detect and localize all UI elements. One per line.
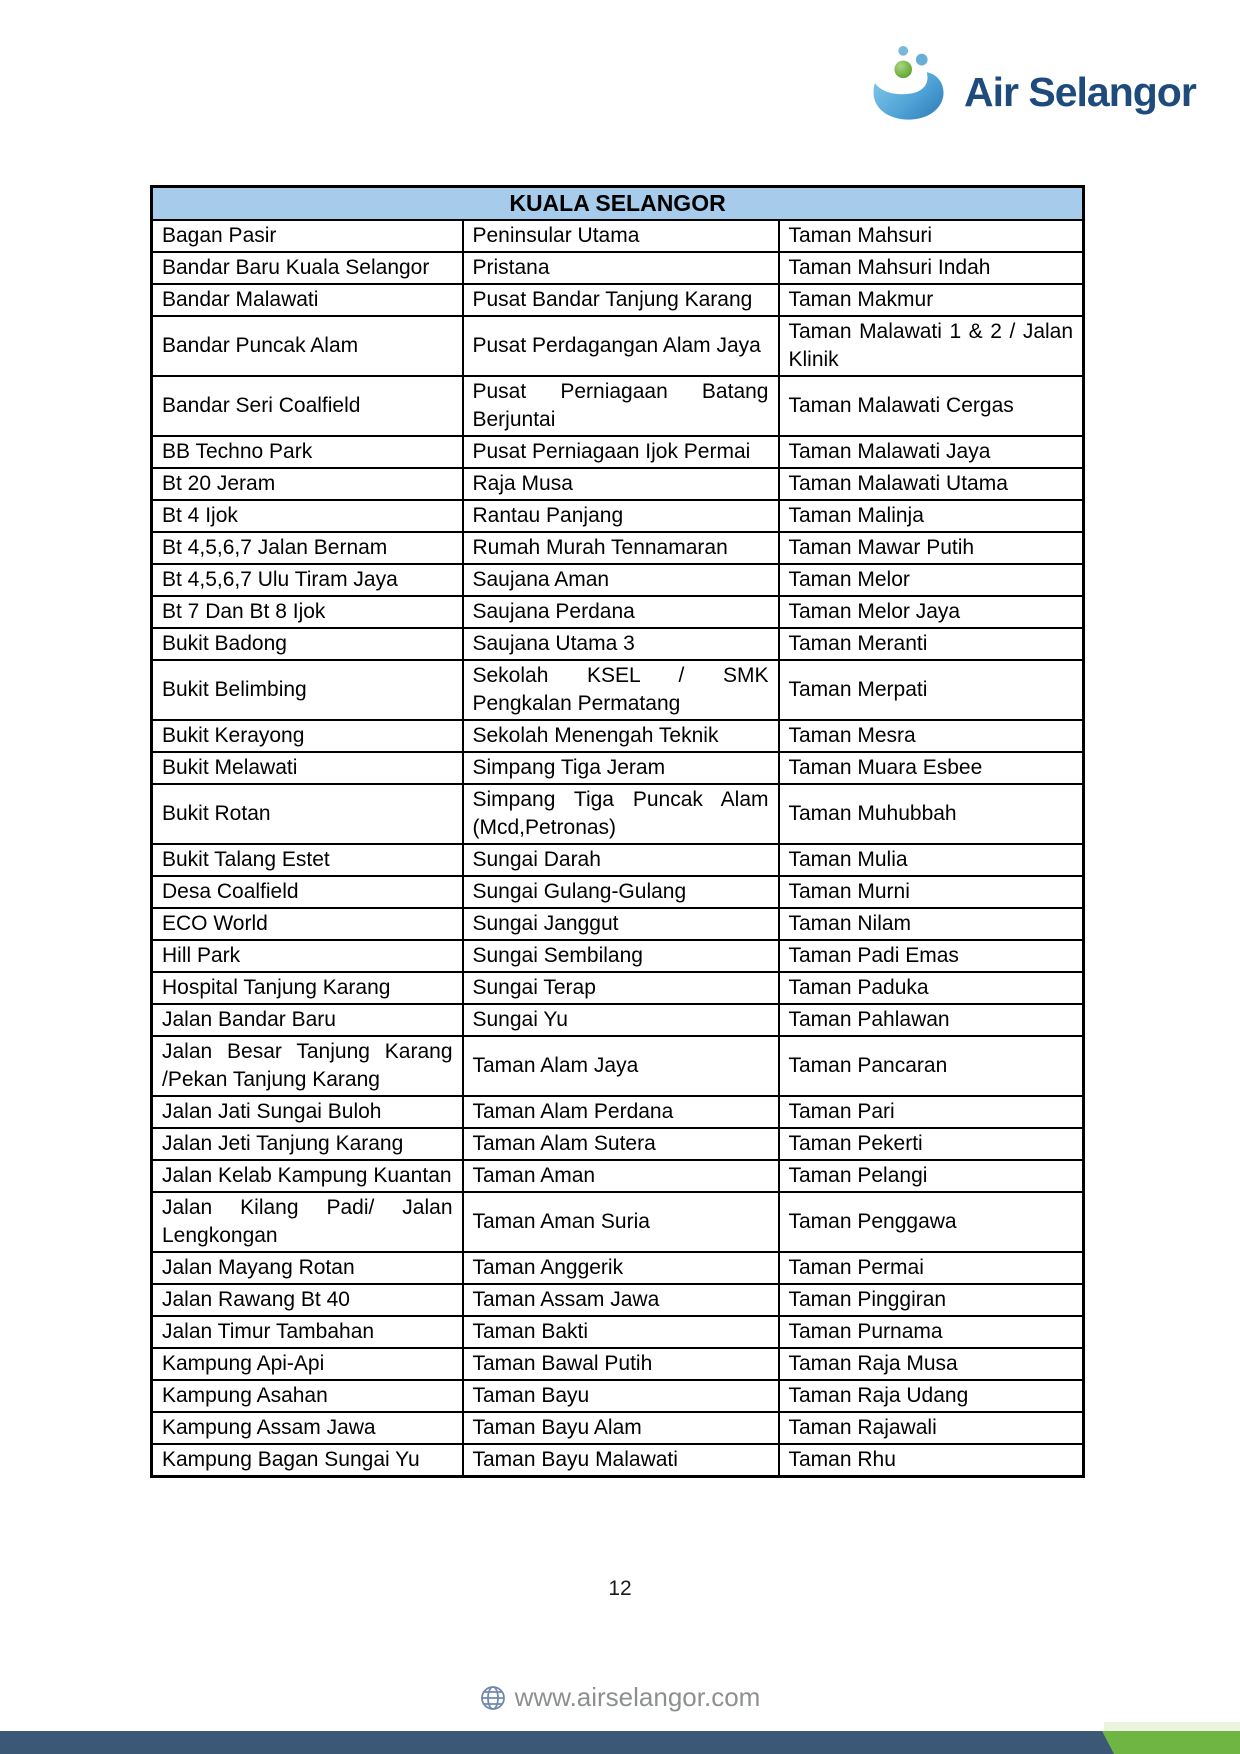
location-cell: Rumah Murah Tennamaran [463, 532, 779, 564]
table-row [152, 876, 1084, 908]
location-cell: Taman Bawal Putih [463, 1348, 779, 1380]
location-cell: Bukit Badong [152, 628, 463, 660]
location-cell: Taman Rajawali [779, 1412, 1084, 1444]
location-cell: Jalan Bandar Baru [152, 1004, 463, 1036]
location-cell: Taman Malawati Utama [779, 468, 1084, 500]
location-cell: BB Techno Park [152, 436, 463, 468]
location-cell: Sungai Gulang-Gulang [463, 876, 779, 908]
table-row [152, 844, 1084, 876]
location-cell: Bt 7 Dan Bt 8 Ijok [152, 596, 463, 628]
location-cell: Taman Padi Emas [779, 940, 1084, 972]
table-row [152, 660, 1084, 720]
brand-text: Air Selangor [964, 68, 1196, 115]
table-row [152, 1096, 1084, 1128]
location-cell: Jalan Besar Tanjung Karang /Pekan Tanjung Karang [152, 1036, 463, 1096]
location-cell: Taman Paduka [779, 972, 1084, 1004]
location-cell: Taman Pelangi [779, 1160, 1084, 1192]
location-cell: Jalan Jati Sungai Buloh [152, 1096, 463, 1128]
location-cell: Hospital Tanjung Karang [152, 972, 463, 1004]
table-row [152, 1284, 1084, 1316]
location-cell: Jalan Jeti Tanjung Karang [152, 1128, 463, 1160]
location-cell: Bukit Kerayong [152, 720, 463, 752]
table-row [152, 532, 1084, 564]
location-cell: Bt 20 Jeram [152, 468, 463, 500]
location-cell: Taman Aman [463, 1160, 779, 1192]
table-row [152, 972, 1084, 1004]
location-cell: Taman Aman Suria [463, 1192, 779, 1252]
location-cell: Sungai Janggut [463, 908, 779, 940]
location-cell: Taman Mawar Putih [779, 532, 1084, 564]
location-cell: Taman Pekerti [779, 1128, 1084, 1160]
table-row [152, 752, 1084, 784]
location-cell: Raja Musa [463, 468, 779, 500]
table-row [152, 564, 1084, 596]
location-cell: Taman Murni [779, 876, 1084, 908]
location-cell: Bt 4,5,6,7 Jalan Bernam [152, 532, 463, 564]
location-cell: Jalan Timur Tambahan [152, 1316, 463, 1348]
location-cell: Taman Alam Jaya [463, 1036, 779, 1096]
location-cell: Sungai Sembilang [463, 940, 779, 972]
location-cell: Pusat Bandar Tanjung Karang [463, 284, 779, 316]
table-row [152, 468, 1084, 500]
globe-icon [480, 1685, 506, 1711]
location-cell: Kampung Api-Api [152, 1348, 463, 1380]
table-row [152, 1036, 1084, 1096]
location-cell: Sekolah Menengah Teknik [463, 720, 779, 752]
location-cell: Sekolah KSEL / SMK Pengkalan Permatang [463, 660, 779, 720]
location-cell: Taman Bakti [463, 1316, 779, 1348]
location-cell: Desa Coalfield [152, 876, 463, 908]
bottom-bar [0, 1731, 1240, 1754]
location-cell: Taman Nilam [779, 908, 1084, 940]
location-cell: Taman Malawati Jaya [779, 436, 1084, 468]
table-row [152, 784, 1084, 844]
location-cell: Taman Pahlawan [779, 1004, 1084, 1036]
location-cell: Taman Anggerik [463, 1252, 779, 1284]
location-cell: Bt 4,5,6,7 Ulu Tiram Jaya [152, 564, 463, 596]
location-cell: Simpang Tiga Puncak Alam (Mcd,Petronas) [463, 784, 779, 844]
table-row [152, 1004, 1084, 1036]
location-cell: Bandar Baru Kuala Selangor [152, 252, 463, 284]
location-cell: Taman Mahsuri [779, 220, 1084, 252]
location-cell: Taman Melor [779, 564, 1084, 596]
location-cell: Taman Alam Sutera [463, 1128, 779, 1160]
location-cell: Bukit Belimbing [152, 660, 463, 720]
location-cell: Pristana [463, 252, 779, 284]
location-cell: Jalan Mayang Rotan [152, 1252, 463, 1284]
location-cell: Taman Mesra [779, 720, 1084, 752]
air-selangor-logo [868, 44, 1196, 122]
table-row [152, 1444, 1084, 1477]
location-cell: Taman Malawati 1 & 2 / Jalan Klinik [779, 316, 1084, 376]
location-cell: Taman Penggawa [779, 1192, 1084, 1252]
table-row [152, 1252, 1084, 1284]
table-row [152, 596, 1084, 628]
location-cell: Taman Pinggiran [779, 1284, 1084, 1316]
table-row [152, 1128, 1084, 1160]
table-header-row [152, 187, 1084, 221]
location-cell: Simpang Tiga Jeram [463, 752, 779, 784]
location-cell: Saujana Perdana [463, 596, 779, 628]
table-row [152, 220, 1084, 252]
table-row [152, 1160, 1084, 1192]
location-cell: Hill Park [152, 940, 463, 972]
location-cell: Taman Makmur [779, 284, 1084, 316]
location-cell: Jalan Kelab Kampung Kuantan [152, 1160, 463, 1192]
table-row [152, 436, 1084, 468]
location-cell: Bandar Puncak Alam [152, 316, 463, 376]
location-cell: Peninsular Utama [463, 220, 779, 252]
location-cell: ECO World [152, 908, 463, 940]
table-row [152, 376, 1084, 436]
table-row [152, 1380, 1084, 1412]
location-cell: Bandar Malawati [152, 284, 463, 316]
location-cell: Pusat Perniagaan Batang Berjuntai [463, 376, 779, 436]
location-cell: Sungai Terap [463, 972, 779, 1004]
location-cell: Jalan Kilang Padi/ Jalan Lengkongan [152, 1192, 463, 1252]
location-cell: Saujana Aman [463, 564, 779, 596]
table-title: KUALA SELANGOR [152, 187, 1084, 221]
location-cell: Taman Mulia [779, 844, 1084, 876]
table-row [152, 1348, 1084, 1380]
table-row [152, 500, 1084, 532]
table-row [152, 628, 1084, 660]
location-cell: Sungai Darah [463, 844, 779, 876]
location-cell: Taman Alam Perdana [463, 1096, 779, 1128]
water-droplet-icon [868, 44, 956, 122]
table-row [152, 1316, 1084, 1348]
location-cell: Taman Pari [779, 1096, 1084, 1128]
location-cell: Taman Meranti [779, 628, 1084, 660]
location-cell: Taman Pancaran [779, 1036, 1084, 1096]
table-row [152, 1192, 1084, 1252]
location-cell: Taman Raja Udang [779, 1380, 1084, 1412]
location-cell: Taman Malawati Cergas [779, 376, 1084, 436]
table-row [152, 720, 1084, 752]
table-row [152, 940, 1084, 972]
location-cell: Sungai Yu [463, 1004, 779, 1036]
table-row [152, 1412, 1084, 1444]
location-cell: Bandar Seri Coalfield [152, 376, 463, 436]
footer [0, 1682, 1240, 1713]
location-cell: Bagan Pasir [152, 220, 463, 252]
website-text: www.airselangor.com [514, 1682, 761, 1712]
location-cell: Taman Permai [779, 1252, 1084, 1284]
page-number: 12 [608, 1577, 632, 1600]
location-cell: Saujana Utama 3 [463, 628, 779, 660]
location-cell: Taman Merpati [779, 660, 1084, 720]
location-cell: Taman Purnama [779, 1316, 1084, 1348]
location-cell: Bukit Melawati [152, 752, 463, 784]
location-cell: Taman Assam Jawa [463, 1284, 779, 1316]
location-cell: Bukit Talang Estet [152, 844, 463, 876]
table-row [152, 316, 1084, 376]
location-cell: Kampung Assam Jawa [152, 1412, 463, 1444]
locations-table [150, 185, 1085, 1478]
location-cell: Taman Raja Musa [779, 1348, 1084, 1380]
location-cell: Taman Rhu [779, 1444, 1084, 1477]
location-cell: Taman Malinja [779, 500, 1084, 532]
bottom-bar-haze [1104, 1722, 1240, 1731]
location-cell: Kampung Bagan Sungai Yu [152, 1444, 463, 1477]
table-row [152, 284, 1084, 316]
table-row [152, 252, 1084, 284]
location-cell: Kampung Asahan [152, 1380, 463, 1412]
location-cell: Taman Bayu Alam [463, 1412, 779, 1444]
location-cell: Jalan Rawang Bt 40 [152, 1284, 463, 1316]
location-cell: Taman Bayu Malawati [463, 1444, 779, 1477]
location-cell: Bukit Rotan [152, 784, 463, 844]
location-cell: Rantau Panjang [463, 500, 779, 532]
location-cell: Bt 4 Ijok [152, 500, 463, 532]
location-cell: Pusat Perdagangan Alam Jaya [463, 316, 779, 376]
location-cell: Pusat Perniagaan Ijok Permai [463, 436, 779, 468]
location-cell: Taman Bayu [463, 1380, 779, 1412]
location-cell: Taman Mahsuri Indah [779, 252, 1084, 284]
location-cell: Taman Muhubbah [779, 784, 1084, 844]
bottom-bar-green-segment [1098, 1731, 1240, 1754]
location-cell: Taman Melor Jaya [779, 596, 1084, 628]
table-body [152, 220, 1084, 1477]
table-row [152, 908, 1084, 940]
location-cell: Taman Muara Esbee [779, 752, 1084, 784]
